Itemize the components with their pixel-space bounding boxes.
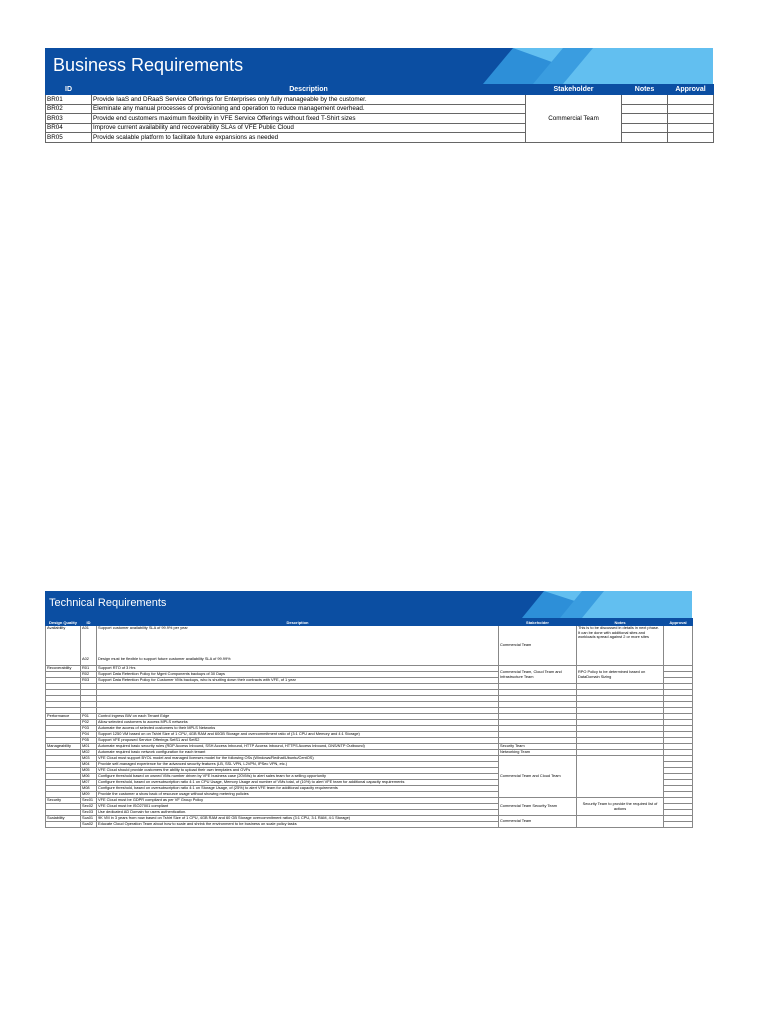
desc-a02: Design must be flexible to support future customer availability SLA of 99.99% xyxy=(98,655,231,661)
quality-performance: Performance xyxy=(46,714,81,720)
row-notes: RPO Policy to be determined based on DataDomain Sizing xyxy=(577,666,664,684)
row-approval xyxy=(668,104,714,114)
row-description: Automate required basic security rules (RDP Access Inbound, SSH Access Inbound, HTTP Access Inbound, HTTPS Access Inbound, DNS/NTP Outbound) xyxy=(97,744,499,750)
row-description: Provide end customers maximum flexibility in VFE Service Offerings without fixed T-Shirt sizes xyxy=(92,114,526,124)
row-id: Sec01 xyxy=(81,798,97,804)
row-id: Sec02 xyxy=(81,804,97,810)
header-stakeholder: Stakeholder xyxy=(499,619,577,626)
header-approval: Approval xyxy=(668,85,714,95)
row-stakeholder: Commercial Team and Cloud Team xyxy=(499,756,577,798)
row-description: Provide scalable platform to facilitate future expansions as needed xyxy=(92,133,526,143)
row-stakeholder: Commercial Team xyxy=(499,626,577,666)
banner-decoration xyxy=(453,48,713,84)
quality-scalability: Scalability xyxy=(46,816,81,822)
technical-requirements-table xyxy=(45,618,693,828)
row-id: BR02 xyxy=(46,104,92,114)
row-id: R03 xyxy=(81,678,97,684)
row-approval xyxy=(668,95,714,105)
header-id: ID xyxy=(46,85,92,95)
technical-requirements-banner xyxy=(45,591,692,618)
row-description: Configure threshold, based on oversubscription ratio 4:1 on CPU Usage, Memory Usage and number of VMs total, of (10%) to alert VFE team for additional capacity requirements xyxy=(97,780,499,786)
row-id: BR01 xyxy=(46,95,92,105)
row-description: Support RTO of 3 Hrs xyxy=(97,666,499,672)
row-id: R01 xyxy=(81,666,97,672)
table-header-row xyxy=(46,619,693,626)
row-description: Eleminate any manual processes of provisioning and operation to reduce management overhead. xyxy=(92,104,526,114)
row-approval xyxy=(668,114,714,124)
row-id: P02 xyxy=(81,720,97,726)
header-notes: Notes xyxy=(622,85,668,95)
header-id: ID xyxy=(81,619,97,626)
table-row xyxy=(46,95,714,105)
row-id: M04 xyxy=(81,762,97,768)
row-id: M05 xyxy=(81,768,97,774)
header-description: Description xyxy=(97,619,499,626)
row-description: VFE Cloud must be ISO27001 compliant xyxy=(97,804,499,810)
row-description: VFE Cloud should provide customers the ability to upload their own templates and OVFs xyxy=(97,768,499,774)
quality-security: Security xyxy=(46,798,81,804)
row-id: M03 xyxy=(81,756,97,762)
row-id: M09 xyxy=(81,792,97,798)
row-id: M06 xyxy=(81,774,97,780)
row-notes: Security Team to provide the required list of actions xyxy=(577,798,664,816)
row-description: Allow selected customers to access MPLS networks xyxy=(97,720,499,726)
row-approval xyxy=(664,626,693,666)
row-description: Support 1250 VM based on on Tshirt Size of 1 CPU, 4GB RAM and 60GB Storage and overcommitment ratio of (3:1 CPU and Memory and 4:1 Storage) xyxy=(97,732,499,738)
quality-availability: Availability xyxy=(46,626,81,666)
row-description: Support Data Retention Policy for Customer VMs backups, who is shutting down their contracts with VFE, of 1 year xyxy=(97,678,499,684)
id-a01: A01 xyxy=(82,625,89,630)
row-notes xyxy=(622,123,668,133)
row-description: Control ingress BW on each Tenant Edge xyxy=(97,714,499,720)
row-description: Improve current availability and recoverability SLAs of VFE Public Cloud xyxy=(92,123,526,133)
row-id: P04 xyxy=(81,732,97,738)
row-description: Provide the customer a show back of resource usage without showing metering policies xyxy=(97,792,499,798)
row-description: Automate required basic network configuration for each tenant xyxy=(97,750,499,756)
banner-decoration xyxy=(512,591,692,618)
row-stakeholder: Commercial Team xyxy=(526,95,622,143)
row-id: Sec03 xyxy=(81,810,97,816)
row-id: BR03 xyxy=(46,114,92,124)
row-description: Support VFE proposed Service Offerings SetS1 and SetS2 xyxy=(97,738,499,744)
row-stakeholder: Security Team xyxy=(499,744,577,750)
table-row xyxy=(46,626,693,666)
row-notes: This is to be discussed in details in next phase. It can be done with additional sites and workloads spread against 2 or more sites xyxy=(577,626,664,666)
technical-requirements-title: Technical Requirements xyxy=(49,597,167,609)
row-stakeholder: Commercial Team Security Team xyxy=(499,798,577,816)
header-notes: Notes xyxy=(577,619,664,626)
row-stakeholder: Commercial Team, Cloud Team and Infrastructure Team xyxy=(499,666,577,684)
row-id: M02 xyxy=(81,750,97,756)
row-id: R02 xyxy=(81,672,97,678)
row-id: M08 xyxy=(81,786,97,792)
row-id: Sca02 xyxy=(81,822,97,828)
technical-requirements-section xyxy=(45,591,692,828)
quality-recoverability: Recoverability xyxy=(46,666,81,672)
row-id: M07 xyxy=(81,780,97,786)
row-stakeholder: Commercial Team xyxy=(499,816,577,828)
row-id: BR05 xyxy=(46,133,92,143)
row-stakeholder: Networking Team xyxy=(499,750,577,756)
business-requirements-table xyxy=(45,84,714,143)
row-id: P03 xyxy=(81,726,97,732)
row-description: Support Data Retention Policy for Mgmt Components backups of 30 Days xyxy=(97,672,499,678)
row-id: BR04 xyxy=(46,123,92,133)
desc-a01: Support customer availability SLA of 99.9% per year xyxy=(98,625,188,630)
row-notes xyxy=(622,114,668,124)
row-description: 9K VM in 3 years from now based on Tshirt Size of 1 CPU, 4GB RAM and 60 GB Storage overcommitment ratios (3:1 CPU, 3:1 RAM, 4:1 Storage) xyxy=(97,816,499,822)
business-requirements-section xyxy=(45,48,713,143)
row-approval xyxy=(668,123,714,133)
header-approval: Approval xyxy=(664,619,693,626)
row-id: P01 xyxy=(81,714,97,720)
header-description: Description xyxy=(92,85,526,95)
row-approval xyxy=(668,133,714,143)
table-header-row xyxy=(46,85,714,95)
id-a02: A02 xyxy=(82,655,89,661)
row-id: M01 xyxy=(81,744,97,750)
row-notes xyxy=(622,95,668,105)
row-description: Educate Cloud Operation Team about how to scale and shrink the environment to be business on scale policy tasks xyxy=(97,822,499,828)
row-id xyxy=(81,626,97,666)
row-description: Automate the access of selected customers to their MPLS Networks xyxy=(97,726,499,732)
row-description: Provide IaaS and DRaaS Service Offerings for Enterprises only fully manageable by the customer. xyxy=(92,95,526,105)
row-description: Configure threshold based on owned VMs number driven by VFE business case (20VMs) to alert sales team for a selling opportunity xyxy=(97,774,499,780)
row-id: Sca01 xyxy=(81,816,97,822)
row-description: VFE Cloud must support BYOL model and managed licenses model for the following OSs (Windows/Redhat/Ubuntu/CentOS) xyxy=(97,756,499,762)
header-design-quality: Design Quality xyxy=(46,619,81,626)
row-description xyxy=(97,626,499,666)
business-requirements-title: Business Requirements xyxy=(53,55,244,75)
row-notes xyxy=(622,104,668,114)
row-notes xyxy=(622,133,668,143)
row-id: P05 xyxy=(81,738,97,744)
row-description: Configure threshold, based on oversubscription ratio 4:1 on Storage Usage, of (25%) to alert VFE team for additional capacity requirements xyxy=(97,786,499,792)
quality-manageability: Manageability xyxy=(46,744,81,750)
business-requirements-banner xyxy=(45,48,713,84)
row-description: Provide self-managed experience for the advanced security features (LB, SSL VPN, L2VPN, IPSec VPN, etc.) xyxy=(97,762,499,768)
header-stakeholder: Stakeholder xyxy=(526,85,622,95)
row-description: VFE Cloud must be GDPR compliant as per VF Group Policy xyxy=(97,798,499,804)
row-description: Use dedicated AD Domain for users authentication. xyxy=(97,810,499,816)
